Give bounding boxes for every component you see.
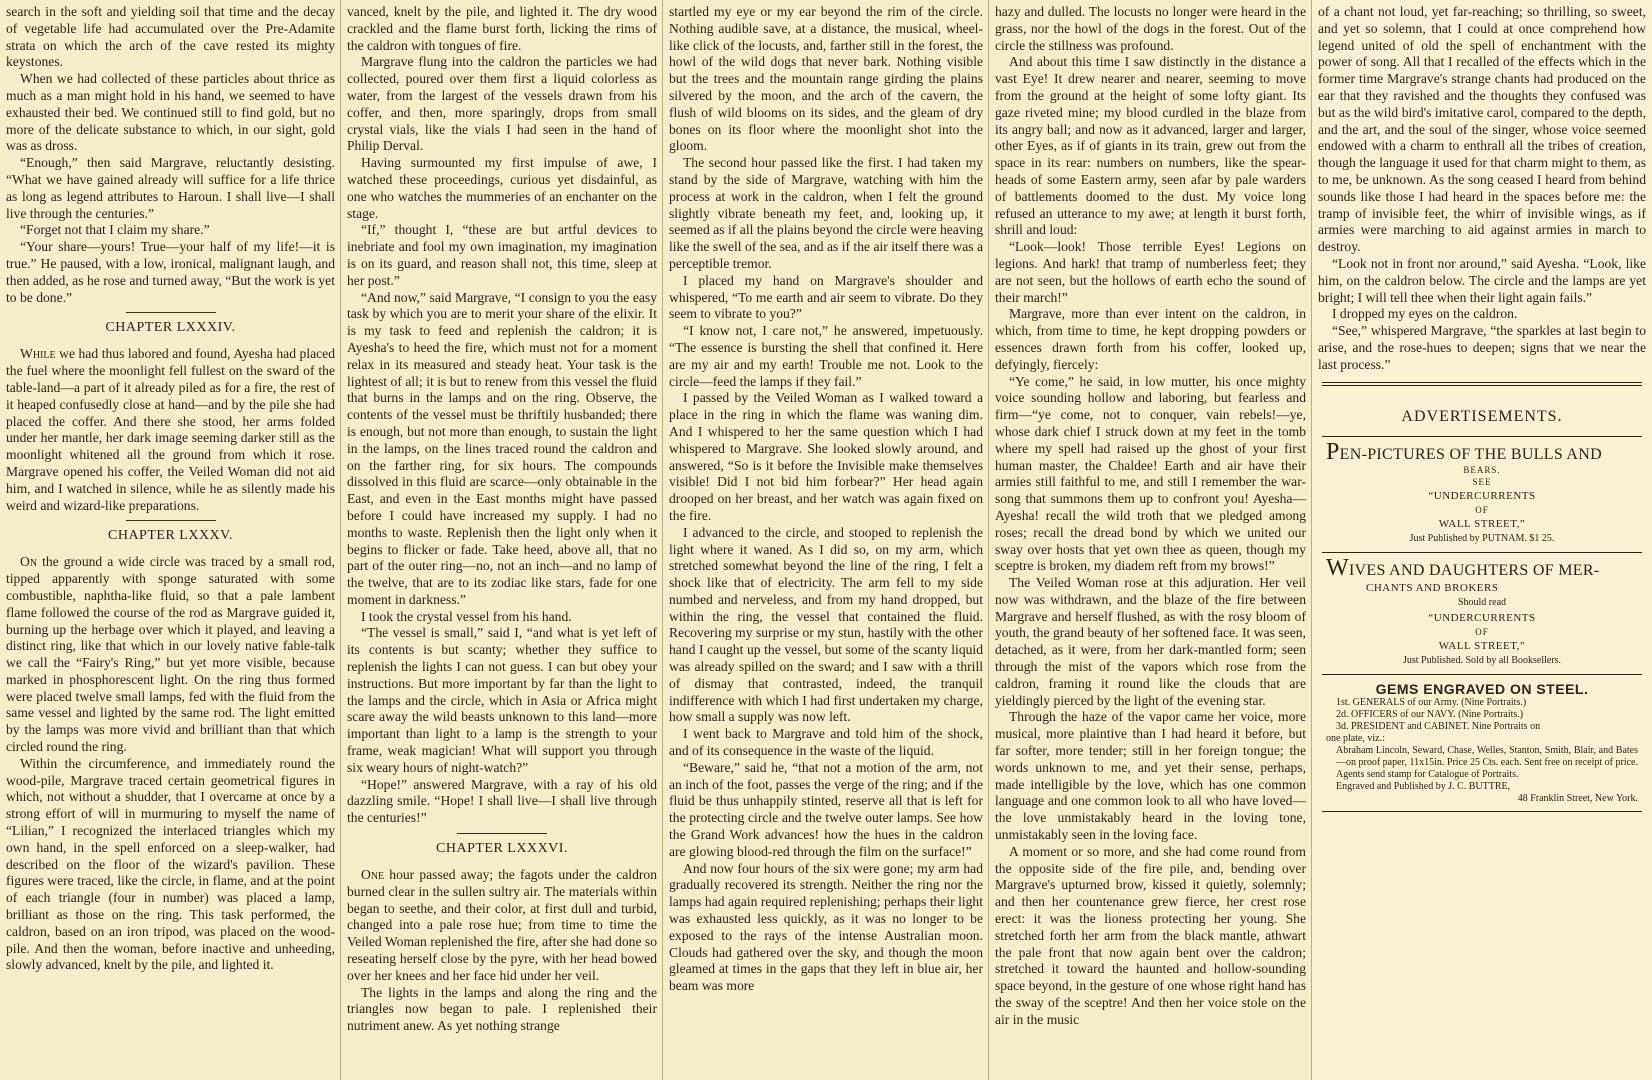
paragraph: “The vessel is small,” said I, “and what is yet left of its contents is but scanty; whether they suffice to replenish the lights I can not guess. I can but obey your instructions. But more important by far than the light to the lamps and the circle, which in Asia or Africa might scare away the wild beasts unknown to this land—more important than light to a lamp is the strength to your frame, weak magician! What will support you through six weary hours of night-watch?” [347,625,657,775]
ad-gems-engraved [1322,674,1642,812]
paragraph: The lights in the lamps and along the ring and the triangles now began to pale. I replenished their nutriment anew. As yet nothing strange [347,984,657,1034]
ad-heading [1326,438,1638,465]
paragraph: “Look—look! Those terrible Eyes! Legions on legions. And hark! that tramp of numberless feet; they are not seen, but the hollows of earth echo the sound of their march!” [995,239,1306,305]
ad-see: SEE [1472,476,1492,487]
paragraph: “See,” whispered Margrave, “the sparkles at last begin to arise, and the rose-hues to deepen; signs that we near the last process.” [1318,323,1646,372]
paragraph: When we had collected of these particles about thrice as much as a man might hold in his hand, we seemed to have exhausted their bed. We continued still to find gold, but no more of the delicate substance to which, in our sight, gold was as dross. [6,71,335,154]
ad-heading-text: EN-PICTURES OF THE BULLS AND [1339,445,1603,463]
paragraph: “Enough,” then said Margrave, reluctantly desisting. “What we have gained already will suffice for a life thrice as long as legend attributes to Haroun. I shall live—I shall live through the centuries.” [6,155,335,221]
ad-gems-publisher: Engraved and Published by J. C. BUTTRE, [1336,780,1511,792]
paragraph: “I know not, I care not,” he answered, impetuously. “The essence is bursting the shell that confined it. Here are my air and my earth! Trouble me not. Look to the circle—feed the lamps if they fail.” [669,323,983,389]
paragraph-text: we had thus labored and found, Ayesha had placed the fuel where the moonlight fell fullest on the sward of the table-land—a part of it already piled as for a fire, the rest of it heaped confusedly close at hand—and by the pile she had placed the coffer. And there she stood, her arms folded under her mantle, her dark image seeming darker still as the moonlight whitened all the ground from which it rose. Margrave opened his coffer, the Veiled Woman did not aid him, and I watched in silence, while he as silently made his weird and wizard-like preparations. [6,346,335,513]
ad-gems-line: 2d. OFFICERS of our NAVY. (Nine Portraits.) [1336,708,1524,720]
paragraph-lead-word: While [20,346,56,362]
ad-subheading: BEARS. [1463,464,1501,475]
paragraph: “Ye come,” he said, in low mutter, his once mighty voice sounding hollow and laboring, but fearless and firm—“ye come, not to conquer, vain rebels!—ye, whose dark chief I struck down at my feet in the tomb where my spell had raised up the ghost of your first human master, the Chaldee! Earth and air have their armies still faithful to me, and still I remember the war-song that summons them up to confront you! Ayesha—Ayesha! recall the wild troth that we pledged among roses; recall the dread bond by which we united our sway over hosts that yet own thee as queen, though my sceptre is broken, my diadem reft from my brows!” [995,373,1306,574]
chapter-heading: CHAPTER LXXXVI. [347,841,657,857]
column-3 [663,0,989,1080]
ad-book-title: “UNDERCURRENTS [1428,611,1536,624]
ad-publisher: Just Published. Sold by all Booksellers. [1402,654,1562,666]
ad-gems-address: 48 Franklin Street, New York. [1517,792,1638,804]
chapter-heading: CHAPTER LXXXV. [6,528,335,544]
ad-heading-text: IVES AND DAUGHTERS OF MER- [1348,561,1600,579]
ad-book-title-2: WALL STREET,” [1438,517,1526,530]
ad-gems-title: GEMS ENGRAVED ON STEEL. [1375,680,1589,697]
ad-book-title-2: WALL STREET,” [1438,639,1526,652]
ad-subheading: CHANTS AND BROKERS [1366,581,1499,594]
paragraph-lead-word: One [361,867,385,883]
ad-book-title: “UNDERCURRENTS [1428,489,1536,502]
paragraph-text: the ground a wide circle was traced by a small rod, tipped apparently with sponge saturated with some combustible, naphtha-like fluid, so that a pale lambent flame followed the course of the rod as Margrave guided it, burning up the herbage over which it played, and leaving a distinct ring, like that which in our lovely native fable-talk we call the “Fairy's Ring,” but yet more visible, because marked in phosphorescent light. On the ring thus formed were placed twelve small lamps, fed with the fluid from the same vessel and lighted by the same rod. The light emitted by the lamps was more vivid and brilliant than that which circled round the ring. [6,554,335,755]
paragraph: “Your share—yours! True—your half of my life!—it is true.” He paused, with a low, ironical, malignant laugh, and then added, as he rose and turned away, “But the work is yet to be done.” [6,239,335,305]
ad-divider [1322,382,1642,386]
paragraph: hazy and dulled. The locusts no longer were heard in the grass, nor the howl of the dogs in the forest. Out of the circle the stillness was profound. [995,4,1306,53]
paragraph: “And now,” said Margrave, “I consign to you the easy task by which you are to merit your share of the elixir. It is my task to feed and replenish the caldron; it is Ayesha's to heed the fire, which must not for a moment relax in its measured and steady heat. Your task is the lightest of all; it is but to renew from this vessel the fluid that burns in the lamps and on the ring. Observe, the contents of the vessel must be thriftily husbanded; there is enough, but not more than enough, to sustain the light in the lamps, on the lines traced round the caldron and on the farther ring, for six hours. The compounds dissolved in this fluid are scarce—only obtainable in the East, and even in the East months might have passed before I could have increased my supply. I had no months to waste. Replenish then the light only when it begins to flicker or fade. Take heed, above all, that no part of the outer ring—no, not an inch—and no lamp of the twelve, that are to its zodiac like stars, fade for one moment in darkness.” [347,289,657,607]
paragraph: I dropped my eyes on the caldron. [1332,306,1518,322]
paragraph: Through the haze of the vapor came her voice, more musical, more plaintive than I had heard it before, but far softer, more tender; still in her foreign tongue; the words unknown to me, and yet their sense, perhaps, made intelligible by the love, which has one common language and one common look to all who have loved—the love unmistakably heard in the loving tone, unmistakably seen in the loving face. [995,709,1306,843]
paragraph: A moment or so more, and she had come round from the opposite side of the fire pile, and, bending over Margrave's upturned brow, kissed it quietly, solemnly; and then her countenance grew fierce, her crest rose erect: it was the lioness protecting her young. She stretched forth her arm from the black mantle, athwart the pale front that now again bent over the caldron; stretched it toward the haunted and hollow-sounding space beyond, in the gesture of one whose right hand has the sway of the sceptre! And then her voice stole on the air in the music [995,843,1306,1027]
advertisements-title: ADVERTISEMENTS. [1401,407,1563,425]
paragraph: And about this time I saw distinctly in the distance a vast Eye! It drew nearer and nearer, seeming to move from the ground at the height of some lofty giant. Its gaze riveted mine; my blood curdled in the blaze from its angry ball; and now as it advanced, larger and larger, other Eyes, as if of giants in its train, grew out from the space in its rear: numbers on numbers, like the spear-heads of some Eastern army, seen afar by pale warders of battlements doomed to the dust. My voice long refused an utterance to my awe; at length it burst forth, shrill and loud: [995,54,1306,238]
paragraph: of a chant not loud, yet far-reaching; so thrilling, so sweet, and yet so solemn, that I could at once comprehend how legend united of old the spell of enchantment with the power of song. All that I recalled of the effects which in the former time Margrave's strange chants had produced on the ear that they ravished and the thoughts they confused was but as the wild bird's imitative carol, compared to the depth, and the art, and the soul of the singer, whose voice seemed endowed with a charm to enthrall all the tribes of creation, though the language it used for that charm might to them, as to me, be unknown. As the song ceased I heard from behind sounds like those I had heard in the spaces before me: the tramp of invisible feet, the whirr of invisible wings, as if armies were marching to aid against armies in march to destroy. [1318,4,1646,255]
paragraph: “If,” thought I, “these are but artful devices to inebriate and fool my own imagination, my imagination is on its guard, and reason shall not, this time, sleep at her post.” [347,222,657,288]
paragraph: I went back to Margrave and told him of the shock, and of its consequence in the waste of the liquid. [669,726,983,759]
paragraph: “Hope!” answered Margrave, with a ray of his old dazzling smile. “Hope! I shall live—I shall live through the centuries!” [347,776,657,826]
paragraph: search in the soft and yielding soil that time and the decay of vegetable life had accumulated over the Pre-Adamite strata on which the arch of the cave rested its mighty keystones. [6,4,335,70]
paragraph: “Beware,” said he, “that not a motion of the arm, not an inch of the foot, passes the verge of the ring; and if the fluid be thus unhappily stinted, reserve all that is left for the protecting circle and the twelve outer lamps. See how the Grand Work advances! how the hues in the caldron are glowing blood-red through the film on the surface!” [669,759,983,859]
paragraph: I passed by the Veiled Woman as I walked toward a place in the ring in which the flame was waning dim. And I whispered to her the same question which I had whispered to Margrave. She looked slowly around, and answered, “So is it before the Invisible make themselves visible! Did I not bid him forbear?” Her head again drooped on her breast, and her watch was again fixed on the fire. [669,390,983,523]
ad-should-read: Should read [1457,596,1507,608]
paragraph-lead-word: On [20,554,38,570]
paragraph: And now four hours of the six were gone; my arm had gradually recovered its strength. Neither the ring nor the lamps had again required replenishing; perhaps their light was exhausted less quickly, as it was no longer to be exposed to the rays of the intense Australian moon. Clouds had gathered over the sky, and though the moon gleamed at times in the gaps that they left in blue air, her beam was more [669,860,983,994]
column-1 [0,0,341,1080]
paragraph: Margrave, more than ever intent on the caldron, in which, from time to time, he kept dropping powders or essences drawn forth from his coffer, looked up, defyingly, fiercely: [995,306,1306,372]
paragraph: The second hour passed like the first. I had taken my stand by the side of Margrave, watching with him the process at work in the caldron, when I felt the ground slightly vibrate beneath my feet, and, looking up, it seemed as if all the plains beyond the circle were heaving like the swell of the sea, and as if the air itself there was a perceptible tremor. [669,155,983,271]
paragraph-text: hour passed away; the fagots under the caldron burned clear in the sullen sultry air. The materials within began to seethe, and their color, at first dull and turbid, changed into a pale rose hue; from time to time the Veiled Woman replenished the fire, after she had done so reseating herself close by the pyre, with her head bowed over her knees and her face hid under her veil. [347,867,657,983]
paragraph: Margrave flung into the caldron the particles we had collected, poured over them first a liquid colorless as water, from the largest of the vessels drawn from his coffer, and then, more sparingly, drops from small crystal vials, like the vials I had seen in the hand of Philip Derval. [347,54,657,154]
ad-gems-line: 3d. PRESIDENT and CABINET. Nine Portraits on [1336,720,1541,732]
paragraph: The Veiled Woman rose at this adjuration. Her veil now was withdrawn, and the blaze of the fire between Margrave and herself flushed, as with the rosy bloom of youth, the grand beauty of her softened face. It was seen, detached, as it were, from her dark-mantled form; seen through the mist of the vapors which rose from the caldron, framing it round like the clouds that are yieldingly pierced by the light of the evening star. [995,575,1306,708]
paragraph: I placed my hand on Margrave's shoulder and whispered, “To me earth and air seem to vibrate. Do they seem to vibrate to you?” [669,272,983,322]
ad-publisher: Just Published by PUTNAM. $1 25. [1409,532,1555,544]
paragraph [6,346,335,514]
paragraph: vanced, knelt by the pile, and lighted it. The dry wood crackled and the flame burst forth, licking the rims of the caldron with tongues of fire. [347,4,657,53]
paragraph: Within the circumference, and immediately round the wood-pile, Margrave traced certain geometrical figures in which, not without a shudder, that I overcame at once by a strong effort of will in murmuring to myself the name of “Lilian,” I recognized the interlaced triangles which my own hand, in the spell enforced on a sleep-walker, had described on the floor of the wizard's pavilion. These figures were traced, like the circle, in flame, and at the point of each triangle (four in number) was placed a lamp, brilliant as those on the ring. This task performed, the caldron, based on an iron tripod, was placed on the wood-pile. And then the woman, before inactive and unheeding, slowly advanced, knelt by the pile, and lighted it. [6,755,335,973]
paragraph: Having surmounted my first impulse of awe, I watched these proceedings, curious yet disdainful, as one who watches the mummeries of an enchanter on the stage. [347,155,657,221]
ad-initial: W [1326,554,1349,581]
paragraph: I took the crystal vessel from his hand. [361,608,572,624]
paragraph [6,554,335,756]
chapter-heading: CHAPTER LXXXIV. [6,320,335,336]
paragraph: I advanced to the circle, and stooped to replenish the light where it waned. As I did so, on my arm, which stretched somewhat beyond the line of the ring, I felt a shock like that of electricity. The arm fell to my side numbed and nerveless, and from my hand dropped, but within the ring, the vessel that contained the fluid. Recovering my surprise or my stun, hastily with the other hand I caught up the vessel, but some of the scanty liquid was already spilled on the sward; and I saw with a thrill of dismay that contrasted, indeed, the tranquil indifference with which I had first undertaken my charge, how small a supply was now left. [669,524,983,725]
paragraph: “Look not in front nor around,” said Ayesha. “Look, like him, on the caldron below. The circle and the lamps are yet bright; I will tell thee when their light again fails.” [1318,255,1646,305]
paragraph: startled my eye or my ear beyond the rim of the circle. Nothing audible save, at a distance, the musical, wheel-like click of the locusts, and, farther still in the forest, the howl of the wild dogs that never bark. Nothing visible but the trees and the mountain range girding the plains silvered by the moon, and the arch of the cavern, the flush of wild blooms on its sides, and the gleam of dry bones on its floor where the moonlight shot into the gloom. [669,4,983,154]
ad-gems-line: 1st. GENERALS of our Army. (Nine Portraits.) [1336,696,1527,708]
ad-initial: P [1326,438,1340,465]
column-5-text [1318,4,1646,374]
column-5 [1312,0,1652,1080]
advertisements-section [1318,382,1646,812]
column-2 [341,0,663,1080]
paragraph: “Forget not that I claim my share.” [20,222,210,238]
column-4 [989,0,1312,1080]
ad-gems-description: Abraham Lincoln, Seward, Chase, Welles, Stanton, Smith, Blair, and Bates—on proof paper, 11x15in. Price 25 Cts. each. Sent free on receipt of price. Agents send stamp for Catalogue of Portraits. [1336,744,1638,780]
ad-bulls-and-bears [1322,436,1642,552]
ad-of: OF [1475,504,1489,515]
ad-wives-and-daughters [1322,552,1642,674]
ad-of: OF [1475,626,1489,637]
ad-gems-line: one plate, viz.: [1326,732,1385,744]
ad-heading [1326,554,1638,581]
paragraph [347,867,657,985]
